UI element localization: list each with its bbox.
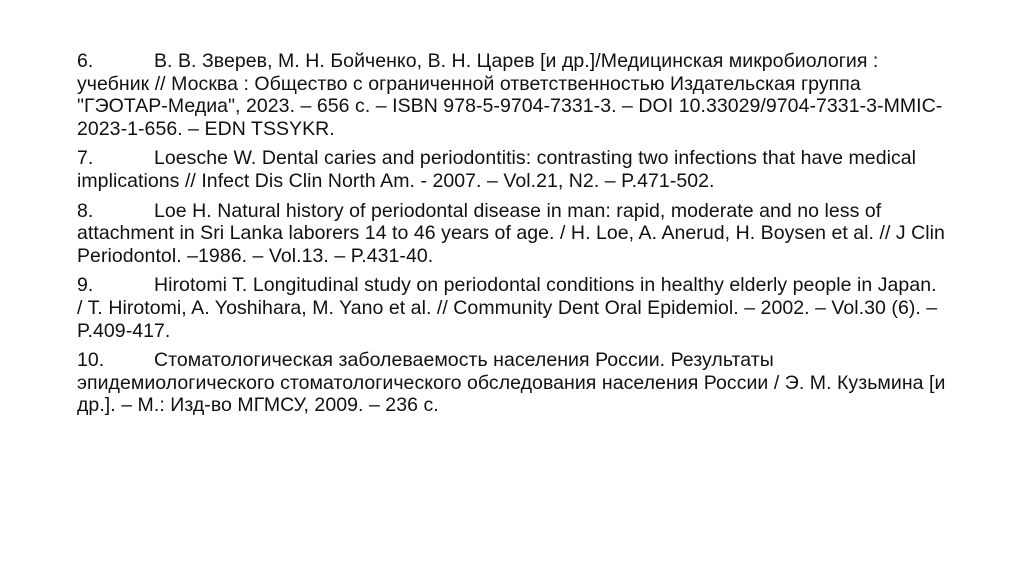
reference-item-6 [77,50,947,140]
reference-text: Hirotomi T. Longitudinal study on periodontal conditions in healthy elderly people in Japan. / T. Hirotomi, A. Yoshihara, M. Yano et al. // Community Dent Oral Epidemiol. – 2002. – Vol.30 (6). – P.409-417. [77,274,938,342]
reference-text: В. В. Зверев, М. Н. Бойченко, В. Н. Царев [и др.]/Медицинская микробиология : учебник // Москва : Общество с ограниченной ответственностью Издательская группа "ГЭОТАР-Медиа", 2023. – 656 с. – ISBN 978-5-9704-7331-3. – DOI 10.33029/9704-7331-3-MMIC-2023-1-656. – EDN TSSYKR. [77,50,943,140]
reference-number: 10. [77,349,105,372]
reference-number: 7. [77,147,94,170]
reference-number: 8. [77,199,94,222]
reference-text: Loe H. Natural history of periodontal disease in man: rapid, moderate and no less of attachment in Sri Lanka laborers 14 to 46 years of age. / H. Loe, A. Anerud, H. Boysen et al. // J Clin Periodontol. –1986. – Vol.13. – P.431-40. [77,199,945,267]
reference-item-7 [77,147,947,192]
reference-item-8 [77,200,947,268]
reference-text: Loesche W. Dental caries and periodontitis: contrasting two infections that have medical implications // Infect Dis Clin North Am. - 2007. – Vol.21, N2. – P.471-502. [77,147,917,192]
reference-number: 9. [77,274,94,297]
reference-item-9 [77,274,947,342]
reference-list [77,50,947,424]
reference-number: 6. [77,50,94,72]
reference-item-10 [77,349,947,417]
reference-text: Стоматологическая заболеваемость населения России. Результаты эпидемиологического стоматологического обследования населения России / Э. М. Кузьмина [и др.]. – М.: Изд-во МГМСУ, 2009. – 236 с. [77,349,946,417]
